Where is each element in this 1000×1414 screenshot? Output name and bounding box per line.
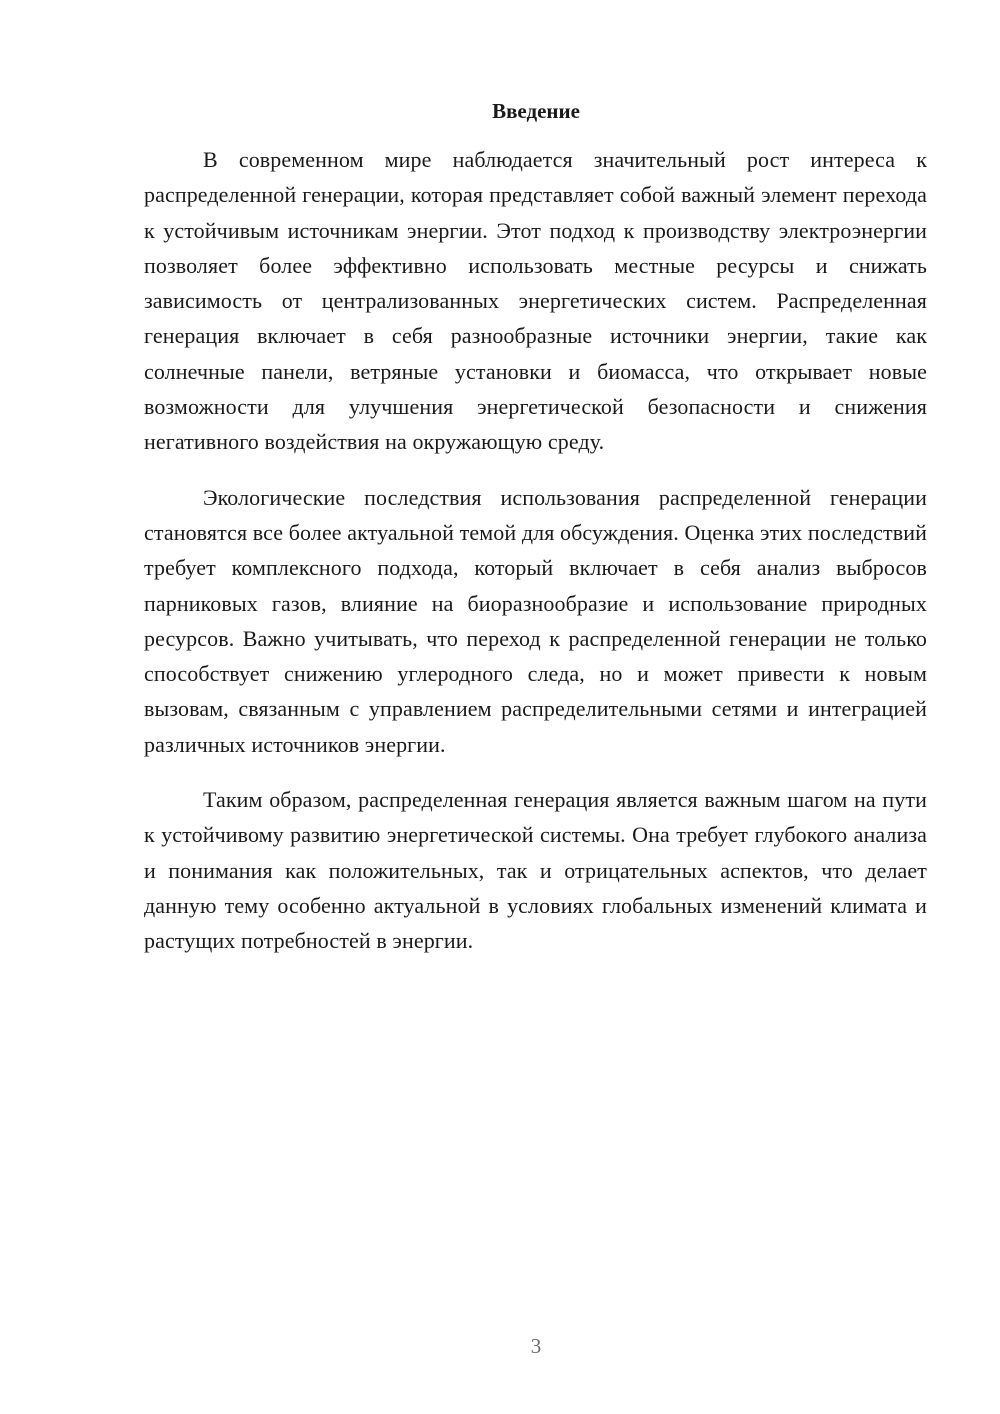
paragraph-2: Экологические последствия использования распределенной генерации становятся все более актуальной темой для обсуждения. Оценка этих последствий требует комплексного подхода, который включает в себя анализ выбросов парниковых газов, влияние на биоразнообразие и использование природных ресурсов. Важно учитывать, что переход к распределенной генерации не только способствует снижению углеродного следа, но и может привести к новым вызовам, связанным с управлением распределительными сетями и интеграцией различных источников энергии. xyxy=(144,484,927,757)
body-text xyxy=(144,142,927,979)
section-heading: Введение xyxy=(492,99,580,123)
paragraph-1: В современном мире наблюдается значительный рост интереса к распределенной генерации, которая представляет собой важный элемент перехода к устойчивым источникам энергии. Этот подход к производству электроэнергии позволяет более эффективно использовать местные ресурсы и снижать зависимость от централизованных энергетических систем. Распределенная генерация включает в себя разнообразные источники энергии, такие как солнечные панели, ветряные установки и биомасса, что открывает новые возможности для улучшения энергетической безопасности и снижения негативного воздействия на окружающую среду. xyxy=(144,147,927,455)
paragraph-3: Таким образом, распределенная генерация является важным шагом на пути к устойчивому развитию энергетической системы. Она требует глубокого анализа и понимания как положительных, так и отрицательных аспектов, что делает данную тему особенно актуальной в условиях глобальных изменений климата и растущих потребностей в энергии. xyxy=(144,787,927,954)
page-number: 3 xyxy=(530,1334,542,1358)
